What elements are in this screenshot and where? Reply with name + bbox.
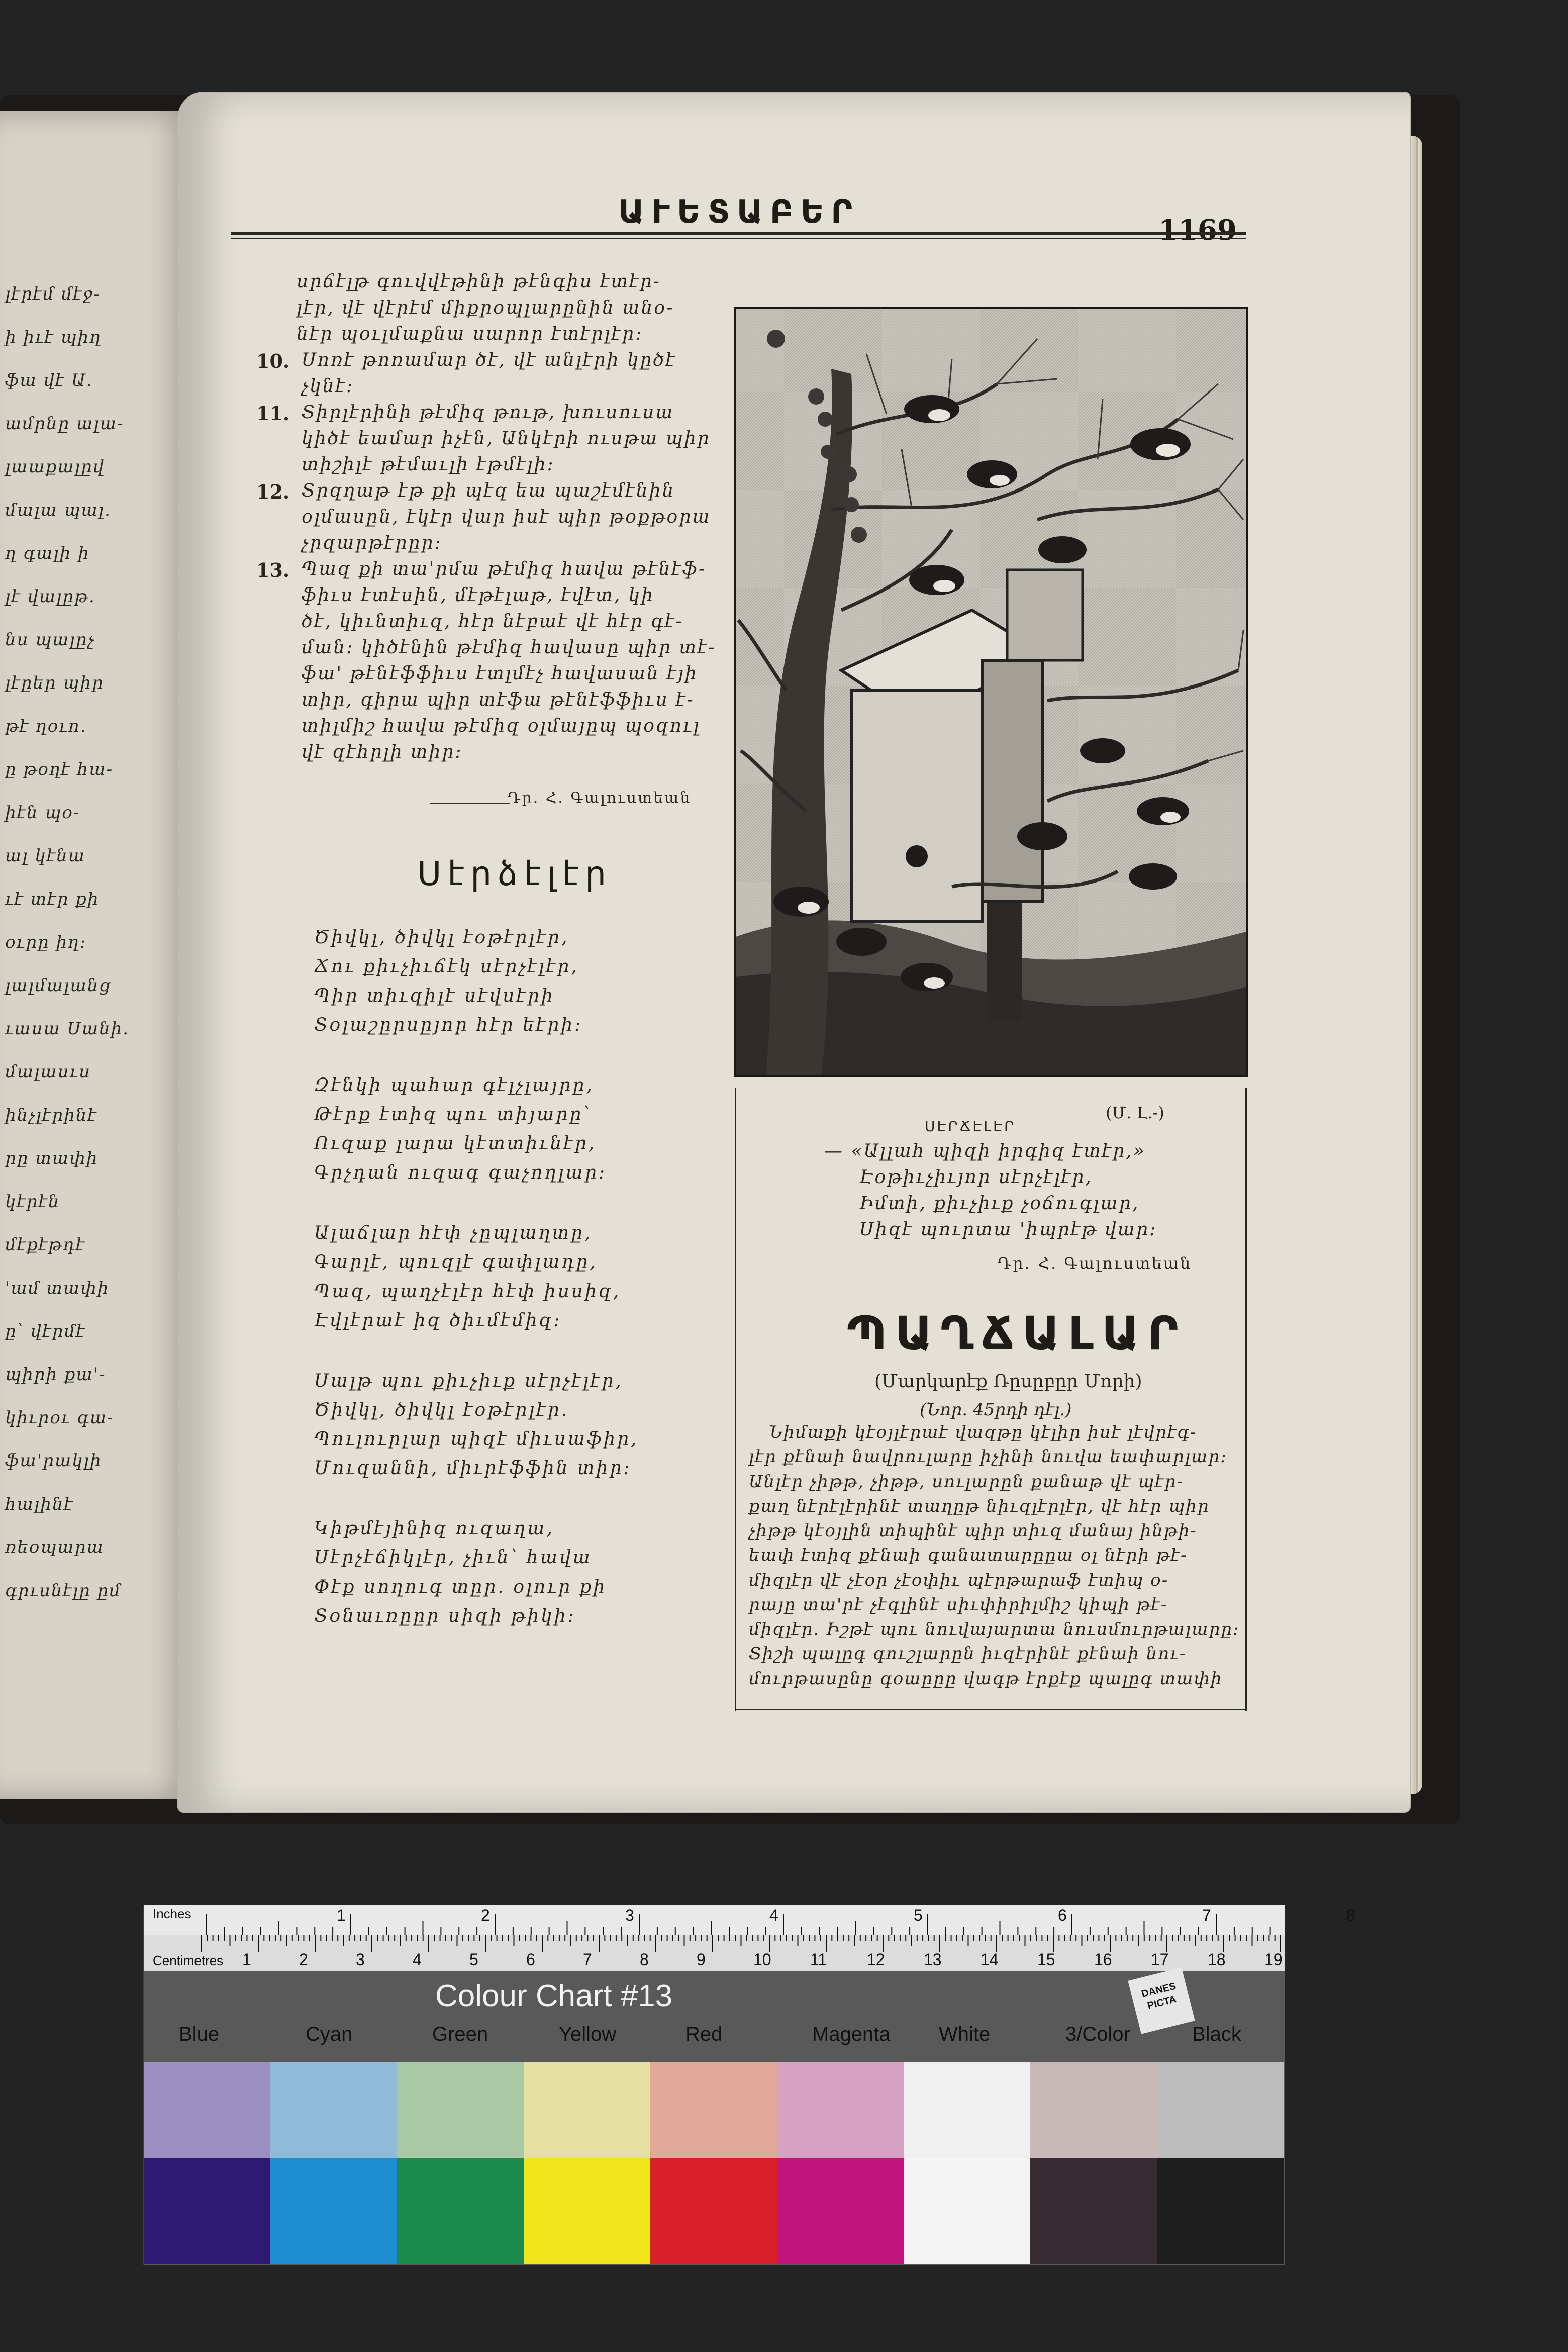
article-subtitle: (Մարկարէք Ռըսըբըր Մորի) xyxy=(874,1371,1142,1392)
patch-label: Magenta xyxy=(812,2023,891,2045)
left-page-line: լէըեր պիր xyxy=(5,673,104,693)
inch-tick-label: 3 xyxy=(625,1906,634,1924)
cm-tick-label: 10 xyxy=(753,1950,771,1969)
inch-tick-label: 5 xyxy=(914,1906,923,1924)
poem-line: Պազ, պաղչէլէր հէփ իսսիզ, xyxy=(314,1281,621,1302)
inch-tick-label: 8 xyxy=(1346,1906,1355,1924)
colour-patch-light xyxy=(777,2062,904,2158)
colour-patch-dark xyxy=(904,2158,1030,2264)
item-line: տիլմիշ հավա թէմիզ օլմայըպ պօզուլ xyxy=(302,716,701,736)
bird-engraving xyxy=(736,309,1246,1075)
colour-patch-dark xyxy=(777,2158,904,2264)
poem-line: Ծիվկլ, ծիվկլ էօթէրլէր, xyxy=(314,927,569,948)
colour-patch-dark xyxy=(397,2158,524,2264)
item-line: Սոռէ թոռամար ծէ, վէ անլէրի կըծէ xyxy=(302,350,676,370)
danes-picta-logo: DANES PICTA xyxy=(1128,1967,1195,2034)
article-line: մուրթասընը գօաըըը վագթ էրքէք պալըգ տափի xyxy=(749,1669,1223,1689)
poem2-line: Սիզէ պուրտա 'իպրէթ վար: xyxy=(859,1219,1157,1240)
colour-patch-dark xyxy=(1030,2158,1157,2264)
cm-tick-label: 6 xyxy=(526,1950,535,1969)
left-page-line: լաաքալըվ xyxy=(5,457,105,477)
colour-patch-light xyxy=(904,2062,1030,2158)
article-line: Տիշի պալըգ գուշլարըն իւզէրինէ քէնաի նու- xyxy=(749,1644,1187,1664)
cm-tick-label: 2 xyxy=(299,1950,308,1969)
colour-patch-light xyxy=(1157,2062,1284,2158)
left-page-line: թէ ղօւո. xyxy=(5,716,87,736)
item-number: 12. xyxy=(256,480,290,503)
poem-line: Փէք սողուգ տըր. օլուր քի xyxy=(314,1577,607,1597)
item-line: ման: կիծէնին թէմիզ հավասը պիր տէ- xyxy=(302,637,716,658)
item-line: տիր, գիրա պիր տէֆա թէնէֆֆիւս է- xyxy=(302,690,695,710)
cm-tick-label: 19 xyxy=(1264,1950,1283,1969)
left-page-line: ւէ տէր քի xyxy=(5,889,100,909)
colour-patch-light xyxy=(1030,2062,1157,2158)
left-page-line: գրւսնէլը ըմ xyxy=(5,1581,122,1601)
poem2-title: ՍԷՐՃԷԼԷՐ xyxy=(925,1118,1016,1135)
chart-title: Colour Chart #13 xyxy=(435,1979,673,2013)
left-page-line: 'ամ տափի xyxy=(5,1278,110,1298)
inch-tick-label: 6 xyxy=(1058,1906,1067,1924)
colour-patch-light xyxy=(144,2062,270,2158)
colour-patch-dark xyxy=(1157,2158,1284,2264)
poem-line: Պիր տիւզիլէ սէվսէրի xyxy=(314,986,555,1006)
centimetre-ruler-ticks xyxy=(144,1935,1285,1971)
cm-tick-label: 18 xyxy=(1208,1950,1226,1969)
cm-tick-label: 15 xyxy=(1037,1950,1055,1969)
colour-chart xyxy=(143,1905,1355,2265)
article-line: չիթթ կէօյլին տիպինէ պիր տիւզ մանայ ինթի- xyxy=(749,1521,1197,1541)
poem-line: Թէրք էտիզ պու տիյարը՝ xyxy=(314,1104,592,1125)
column-rule-bottom xyxy=(735,1709,1246,1710)
left-page-line: ի իւէ պիղ xyxy=(5,327,102,347)
left-page-line: մալա պալ. xyxy=(5,500,111,520)
left-page-line: ամրնը ալա- xyxy=(5,414,124,434)
inch-tick-label: 1 xyxy=(337,1906,346,1924)
poem-line: Ծիվկլ, ծիվկլ էօթէրլէր. xyxy=(314,1400,569,1420)
article-subtitle-2: (Նոր. 45րդի դէլ.) xyxy=(920,1400,1072,1420)
signature-1: Դր. Հ. Գալուստեան xyxy=(508,789,692,807)
left-page-line: ւասա Սանի. xyxy=(5,1019,130,1039)
poem-line: Մուզաննի, միւրէֆֆին տիր: xyxy=(314,1458,632,1479)
poem-line: Ճու քիւչիւճէկ սէրչէլէր, xyxy=(314,956,579,977)
cm-tick-label: 16 xyxy=(1094,1950,1112,1969)
intro-line: լէր, վէ վէրէմ միքրօպլարընին անօ- xyxy=(297,298,674,318)
left-page-line: իէն պօ- xyxy=(5,803,80,823)
item-number: 10. xyxy=(256,350,290,372)
cm-tick-label: 13 xyxy=(924,1950,942,1969)
article-line: միզլէր վէ չէօր չէօփիւ պէրթարաֆ էտիպ օ- xyxy=(749,1570,1169,1590)
colour-patch-light xyxy=(524,2062,650,2158)
poem-line: Կիթմէյինիզ ուզաղա, xyxy=(314,1518,554,1539)
item-line: կիծէ եամար իչէն, Անկէրի ուսթա պիր xyxy=(302,428,711,449)
left-page-line: պիրի քա'- xyxy=(5,1364,106,1385)
left-page-line: մալասւս xyxy=(5,1062,91,1082)
inch-tick-label: 7 xyxy=(1202,1906,1211,1924)
left-page-line: հալինէ xyxy=(5,1494,74,1514)
cm-tick-label: 4 xyxy=(413,1950,422,1969)
inch-ruler xyxy=(144,1905,1285,1935)
header-rule xyxy=(231,232,1246,239)
patch-label: Blue xyxy=(179,2023,220,2045)
article-line: րայը տա'րէ չէգլինէ սիւփիրիլմիշ կիպի թէ- xyxy=(749,1595,1168,1615)
item-line: վէ զէհրլի տիր: xyxy=(302,742,463,762)
running-head: ԱՒԵՏԱԲԵՐ xyxy=(618,193,859,231)
poem-line: Տօլաշըրսըյոր հէր եէրի: xyxy=(314,1015,583,1035)
inch-tick-label: 2 xyxy=(481,1906,490,1924)
colour-patch-light xyxy=(270,2062,397,2158)
poem-line: Ալաճլար հէփ չըպլաղտը, xyxy=(314,1223,593,1243)
item-line: ծէ, կիւնտիւզ, հէր նէբաէ վէ հէր գէ- xyxy=(302,611,683,632)
intro-line: սրճէլթ գուվվէթինի թէնգիս էտէր- xyxy=(297,271,661,292)
left-page-line: ը՝ վէրմէ xyxy=(5,1321,86,1341)
item-line: օլմասըն, էկէր վար իսէ պիր թօքթօրա xyxy=(302,507,711,527)
patch-label: Green xyxy=(432,2023,488,2045)
poem-line: Գրչդան ուզագ գաչողլար: xyxy=(314,1162,607,1183)
article-title: ՊԱՂՃԱԼԱՐ xyxy=(847,1307,1187,1360)
centimetre-ruler xyxy=(144,1935,1285,1971)
item-number: 13. xyxy=(256,559,290,581)
colour-patch-dark xyxy=(524,2158,650,2264)
cm-tick-label: 5 xyxy=(469,1950,478,1969)
poem-line: Պուլուրլար պիզէ միւսաֆիր, xyxy=(314,1429,639,1449)
left-page xyxy=(0,111,196,1799)
inch-tick-label: 4 xyxy=(769,1906,778,1924)
article-line: լէր քէնաի նավրուլարը իչինի նուվա եափարլար։ xyxy=(749,1447,1227,1467)
cm-tick-label: 12 xyxy=(867,1950,885,1969)
left-page-line: կիւրօւ գա- xyxy=(5,1408,114,1428)
poem-line: Տօնաւռըըր սիզի թիկի: xyxy=(314,1606,576,1626)
intro-line: նէր պօւլմաքնա սարոր էտէրլէր: xyxy=(297,324,643,344)
centimetres-label: Centimetres xyxy=(153,1953,224,1968)
bird-illustration xyxy=(734,307,1248,1077)
left-page-line: օւրը իղ: xyxy=(5,932,87,952)
left-page-line: ինչլէրինէ xyxy=(5,1105,97,1125)
item-line: չրզարթէրըր: xyxy=(302,533,442,553)
left-page-line: լէրէմ մէջ- xyxy=(5,284,101,304)
page-number: 1169 xyxy=(1158,214,1237,247)
article-line: միզլէր. Իշթէ պու նուվայարտա նուսմուրթալարը։ xyxy=(749,1619,1240,1639)
left-page-line: լալմալանց xyxy=(5,975,112,996)
item-line: չկնէ: xyxy=(302,376,354,397)
cm-tick-label: 9 xyxy=(697,1950,706,1969)
cm-tick-label: 8 xyxy=(640,1950,649,1969)
item-line: Տրզղաթ էթ քի պէզ եա պաշէմէնին xyxy=(302,480,675,501)
poem-line: Զէնկի պահար գէլչլայրը, xyxy=(314,1075,594,1096)
patch-label: Black xyxy=(1192,2023,1241,2045)
signature-2: Դր. Հ. Գալուստեան xyxy=(998,1254,1192,1273)
item-line: տիշիլէ թէմաւլի էթմէլի: xyxy=(302,454,555,475)
article-line: Նիմաքի կէօյլէրաէ վազթը կէլիր իսէ լէվրէգ- xyxy=(769,1422,1197,1442)
colour-patch-dark xyxy=(144,2158,270,2264)
poem-title-serzeler: Սէրձէլէր xyxy=(417,854,612,893)
cm-tick-label: 3 xyxy=(356,1950,365,1969)
item-line: Տիրլէրինի թէմիզ թութ, խուսուսա xyxy=(302,402,674,423)
illustration-caption: (Մ. Լ.-) xyxy=(1106,1103,1164,1122)
poem-line: Սէրչէճիկլէր, չիւն՝ հավա xyxy=(314,1547,592,1568)
left-page-line: ը թօղէ հա- xyxy=(5,759,114,779)
poem-line: Ուզաք լարա կէտտիւնէր, xyxy=(314,1133,597,1154)
column-rule-left xyxy=(735,1088,736,1711)
left-page-line: րը տափի xyxy=(5,1148,99,1168)
left-page-line: լէ վալըթ. xyxy=(5,586,95,607)
left-page-line: ղ գալի ի xyxy=(5,543,90,563)
poem-line: Սալթ պու քիւչիւք սէրչէլէր, xyxy=(314,1370,623,1391)
article-line: Անլէր չիթթ, չիթթ, սուլարըն քանաթ վէ պէր- xyxy=(749,1472,1184,1492)
colour-patch-light xyxy=(650,2062,777,2158)
left-page-line: ալ կէնա xyxy=(5,846,85,866)
cm-tick-label: 17 xyxy=(1151,1950,1169,1969)
item-line: ֆա' թէնէֆֆիւս էտլմէչ հավասան էյի xyxy=(302,663,698,684)
colour-patch-light xyxy=(397,2062,524,2158)
patch-label: Yellow xyxy=(559,2023,617,2045)
column-rule-right xyxy=(1245,1088,1247,1711)
left-page-line: ռեօպարա xyxy=(5,1537,104,1557)
cm-tick-label: 7 xyxy=(583,1950,592,1969)
colour-patch-dark xyxy=(650,2158,777,2264)
cm-tick-label: 14 xyxy=(981,1950,999,1969)
divider xyxy=(430,803,510,804)
item-line: ֆիւս էտէսին, մէթէլաթ, էվէտ, կի xyxy=(302,585,654,606)
article-line: քաղ նէրէլէրինէ տաղըթ նիւզլէրլէր, վէ հէր պիր xyxy=(749,1496,1210,1516)
patch-label: Red xyxy=(685,2023,723,2045)
patch-label: 3/Color xyxy=(1065,2023,1130,2045)
cm-tick-label: 1 xyxy=(242,1950,251,1969)
cm-tick-label: 11 xyxy=(810,1950,827,1969)
left-page-line: ֆա'րակլի xyxy=(5,1451,102,1471)
patch-label: White xyxy=(939,2023,991,2045)
item-line: Պազ քի տա'րմա թէմիզ հավա թէնէֆ- xyxy=(302,559,707,579)
left-page-line: ֆա վէ Ա. xyxy=(5,370,93,390)
left-page-line: նս պալըչ xyxy=(5,630,95,650)
poem2-line: Իմտի, քիւչիւք չօճուգլար, xyxy=(859,1193,1140,1214)
patch-label: Cyan xyxy=(306,2023,353,2045)
inches-label: Inches xyxy=(153,1906,191,1921)
poem2-line: — «Ալլահ պիզի իրգիզ էտէր,» xyxy=(824,1141,1146,1161)
poem2-line: Էօթիւչիւյոր սէրչէլէր, xyxy=(859,1167,1093,1188)
poem-line: Էվլէրաէ իզ ծիւմէմիզ: xyxy=(314,1310,562,1331)
item-number: 11. xyxy=(256,402,290,425)
inch-ruler-ticks xyxy=(144,1905,1285,1935)
article-line: եափ էտիզ քէնաի գանատարըըա օլ նէրի թէ- xyxy=(749,1545,1188,1565)
poem-line: Գարլէ, պուզլէ գափլադը, xyxy=(314,1252,598,1272)
left-page-line: կէրէն xyxy=(5,1192,60,1212)
left-page-line: մէքէթդէ xyxy=(5,1235,86,1255)
colour-patch-dark xyxy=(270,2158,397,2264)
